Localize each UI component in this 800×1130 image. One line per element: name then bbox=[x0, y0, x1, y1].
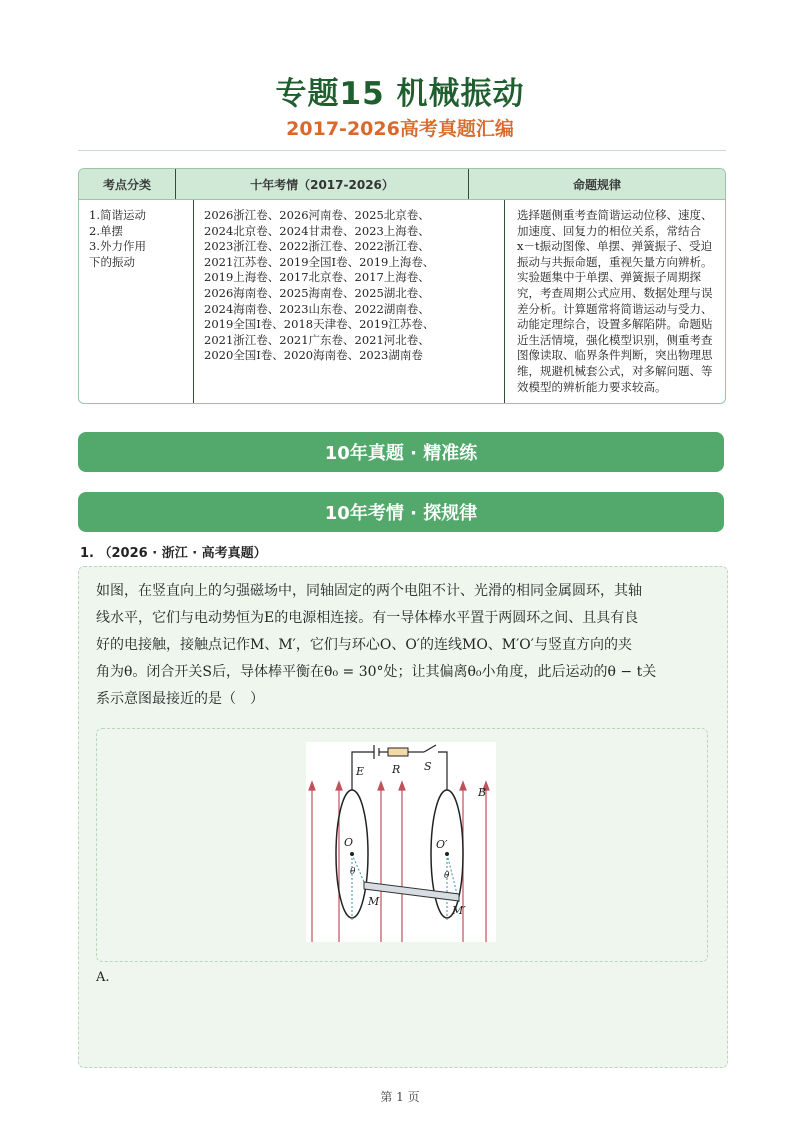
exam-list-line: 2019全国Ⅰ卷、2018天津卷、2019江苏卷、 bbox=[204, 317, 435, 332]
title-divider bbox=[78, 150, 726, 151]
left-center-dot bbox=[350, 852, 354, 856]
label-theta-right: θ bbox=[444, 871, 450, 881]
exam-list-line: 2021江苏卷、2019全国Ⅰ卷、2019上海卷、 bbox=[204, 254, 435, 269]
label-theta-left: θ bbox=[350, 867, 356, 877]
table-body-row bbox=[79, 200, 725, 403]
question-line: 角为θ。闭合开关S后，导体棒平衡在θ₀ = 30°处；让其偏离θ₀小角度，此后运动的θ − t关 bbox=[96, 664, 657, 680]
rules-line: 究，考查周期公式应用、数据处理与误 bbox=[517, 285, 713, 300]
question-text bbox=[96, 578, 712, 713]
category-line: 2.单摆 bbox=[89, 223, 123, 238]
rules-line: 实验题集中于单摆、弹簧振子周期探 bbox=[517, 270, 701, 285]
question-number: 1. bbox=[80, 546, 94, 561]
figure-svg bbox=[306, 742, 496, 942]
banner-trend: 10年考情 · 探规律 bbox=[78, 492, 724, 532]
question-source: （2026 · 浙江 · 高考真题） bbox=[98, 546, 267, 561]
question-line: 好的电接触，接触点记作M、M′，它们与环心O、O′的连线MO、M′O′与竖直方向的夹 bbox=[96, 637, 632, 653]
question-line: 系示意图最接近的是（ ） bbox=[96, 691, 264, 707]
rules-line: 振动与共振命题，重视矢量方向辨析。 bbox=[517, 254, 713, 269]
table-header-trends: 十年考情（2017-2026） bbox=[176, 169, 469, 199]
banner-practice: 10年真题 · 精准练 bbox=[78, 432, 724, 472]
rules-line: 加速度、回复力的相位关系，常结合 bbox=[517, 223, 701, 238]
label-m: M bbox=[368, 895, 380, 908]
label-r: R bbox=[392, 763, 401, 776]
question-header bbox=[80, 542, 267, 561]
rules-line: 图像读取、临界条件判断，突出物理思 bbox=[517, 348, 713, 363]
exam-list-line: 2020全国Ⅰ卷、2020海南卷、2023湖南卷 bbox=[204, 348, 423, 363]
label-e: E bbox=[356, 765, 365, 778]
circuit-figure bbox=[306, 742, 496, 942]
exam-list-line: 2021浙江卷、2021广东卷、2021河北卷、 bbox=[204, 332, 430, 347]
exam-list-line: 2019上海卷、2017北京卷、2017上海卷、 bbox=[204, 270, 430, 285]
question-line: 线水平，它们与电动势恒为E的电源相连接。有一导体棒水平置于两圆环之间、且具有良 bbox=[96, 610, 639, 626]
rules-line: x－t振动图像、单摆、弹簧振子、受迫 bbox=[517, 239, 713, 254]
table-cell-categories bbox=[79, 200, 194, 403]
category-line: 下的振动 bbox=[89, 254, 135, 269]
resistor-icon bbox=[388, 748, 408, 756]
rules-line: 选择题侧重考查简谐运动位移、速度、 bbox=[517, 208, 713, 222]
page-title: 专题15 机械振动 bbox=[275, 76, 525, 112]
option-a[interactable]: A. bbox=[96, 970, 110, 985]
table-header-category: 考点分类 bbox=[79, 169, 176, 199]
rules-line: 差分析。计算题常将简谐运动与受力、 bbox=[517, 301, 713, 316]
label-o-prime: O′ bbox=[436, 838, 448, 851]
question-line: 如图，在竖直向上的匀强磁场中，同轴固定的两个电阻不计、光滑的相同金属圆环，其轴 bbox=[96, 583, 642, 599]
exam-list-line: 2026浙江卷、2026河南卷、2025北京卷、 bbox=[204, 208, 430, 222]
rules-line: 维，规避机械套公式，对多解问题、等 bbox=[517, 363, 713, 378]
exam-list-line: 2023浙江卷、2022浙江卷、2022浙江卷、 bbox=[204, 239, 430, 254]
table-cell-exam-list bbox=[194, 200, 505, 403]
rules-line: 近生活情境，强化模型识别，侧重考查 bbox=[517, 332, 713, 347]
label-o: O bbox=[344, 836, 354, 849]
page-subtitle: 2017-2026高考真题汇编 bbox=[286, 118, 514, 140]
table-cell-rules bbox=[505, 200, 725, 403]
table-header-row bbox=[79, 169, 725, 200]
label-b: B bbox=[478, 786, 487, 799]
rules-line: 效模型的辨析能力要求较高。 bbox=[517, 379, 667, 394]
page-number: 第 1 页 bbox=[380, 1090, 420, 1104]
exam-list-line: 2026海南卷、2025海南卷、2025湖北卷、 bbox=[204, 285, 430, 300]
exam-list-line: 2024北京卷、2024甘肃卷、2023上海卷、 bbox=[204, 223, 430, 238]
rules-line: 动能定理综合，设置多解陷阱。命题贴 bbox=[517, 317, 713, 332]
table-header-rules: 命题规律 bbox=[572, 177, 621, 192]
category-line: 3.外力作用 bbox=[89, 239, 146, 254]
category-line: 1.简谐运动 bbox=[89, 208, 146, 222]
label-m-prime: M′ bbox=[452, 904, 466, 917]
exam-list-line: 2024海南卷、2023山东卷、2022湖南卷、 bbox=[204, 301, 430, 316]
label-s: S bbox=[424, 760, 432, 773]
right-center-dot bbox=[445, 852, 449, 856]
exam-trend-table bbox=[78, 168, 726, 404]
